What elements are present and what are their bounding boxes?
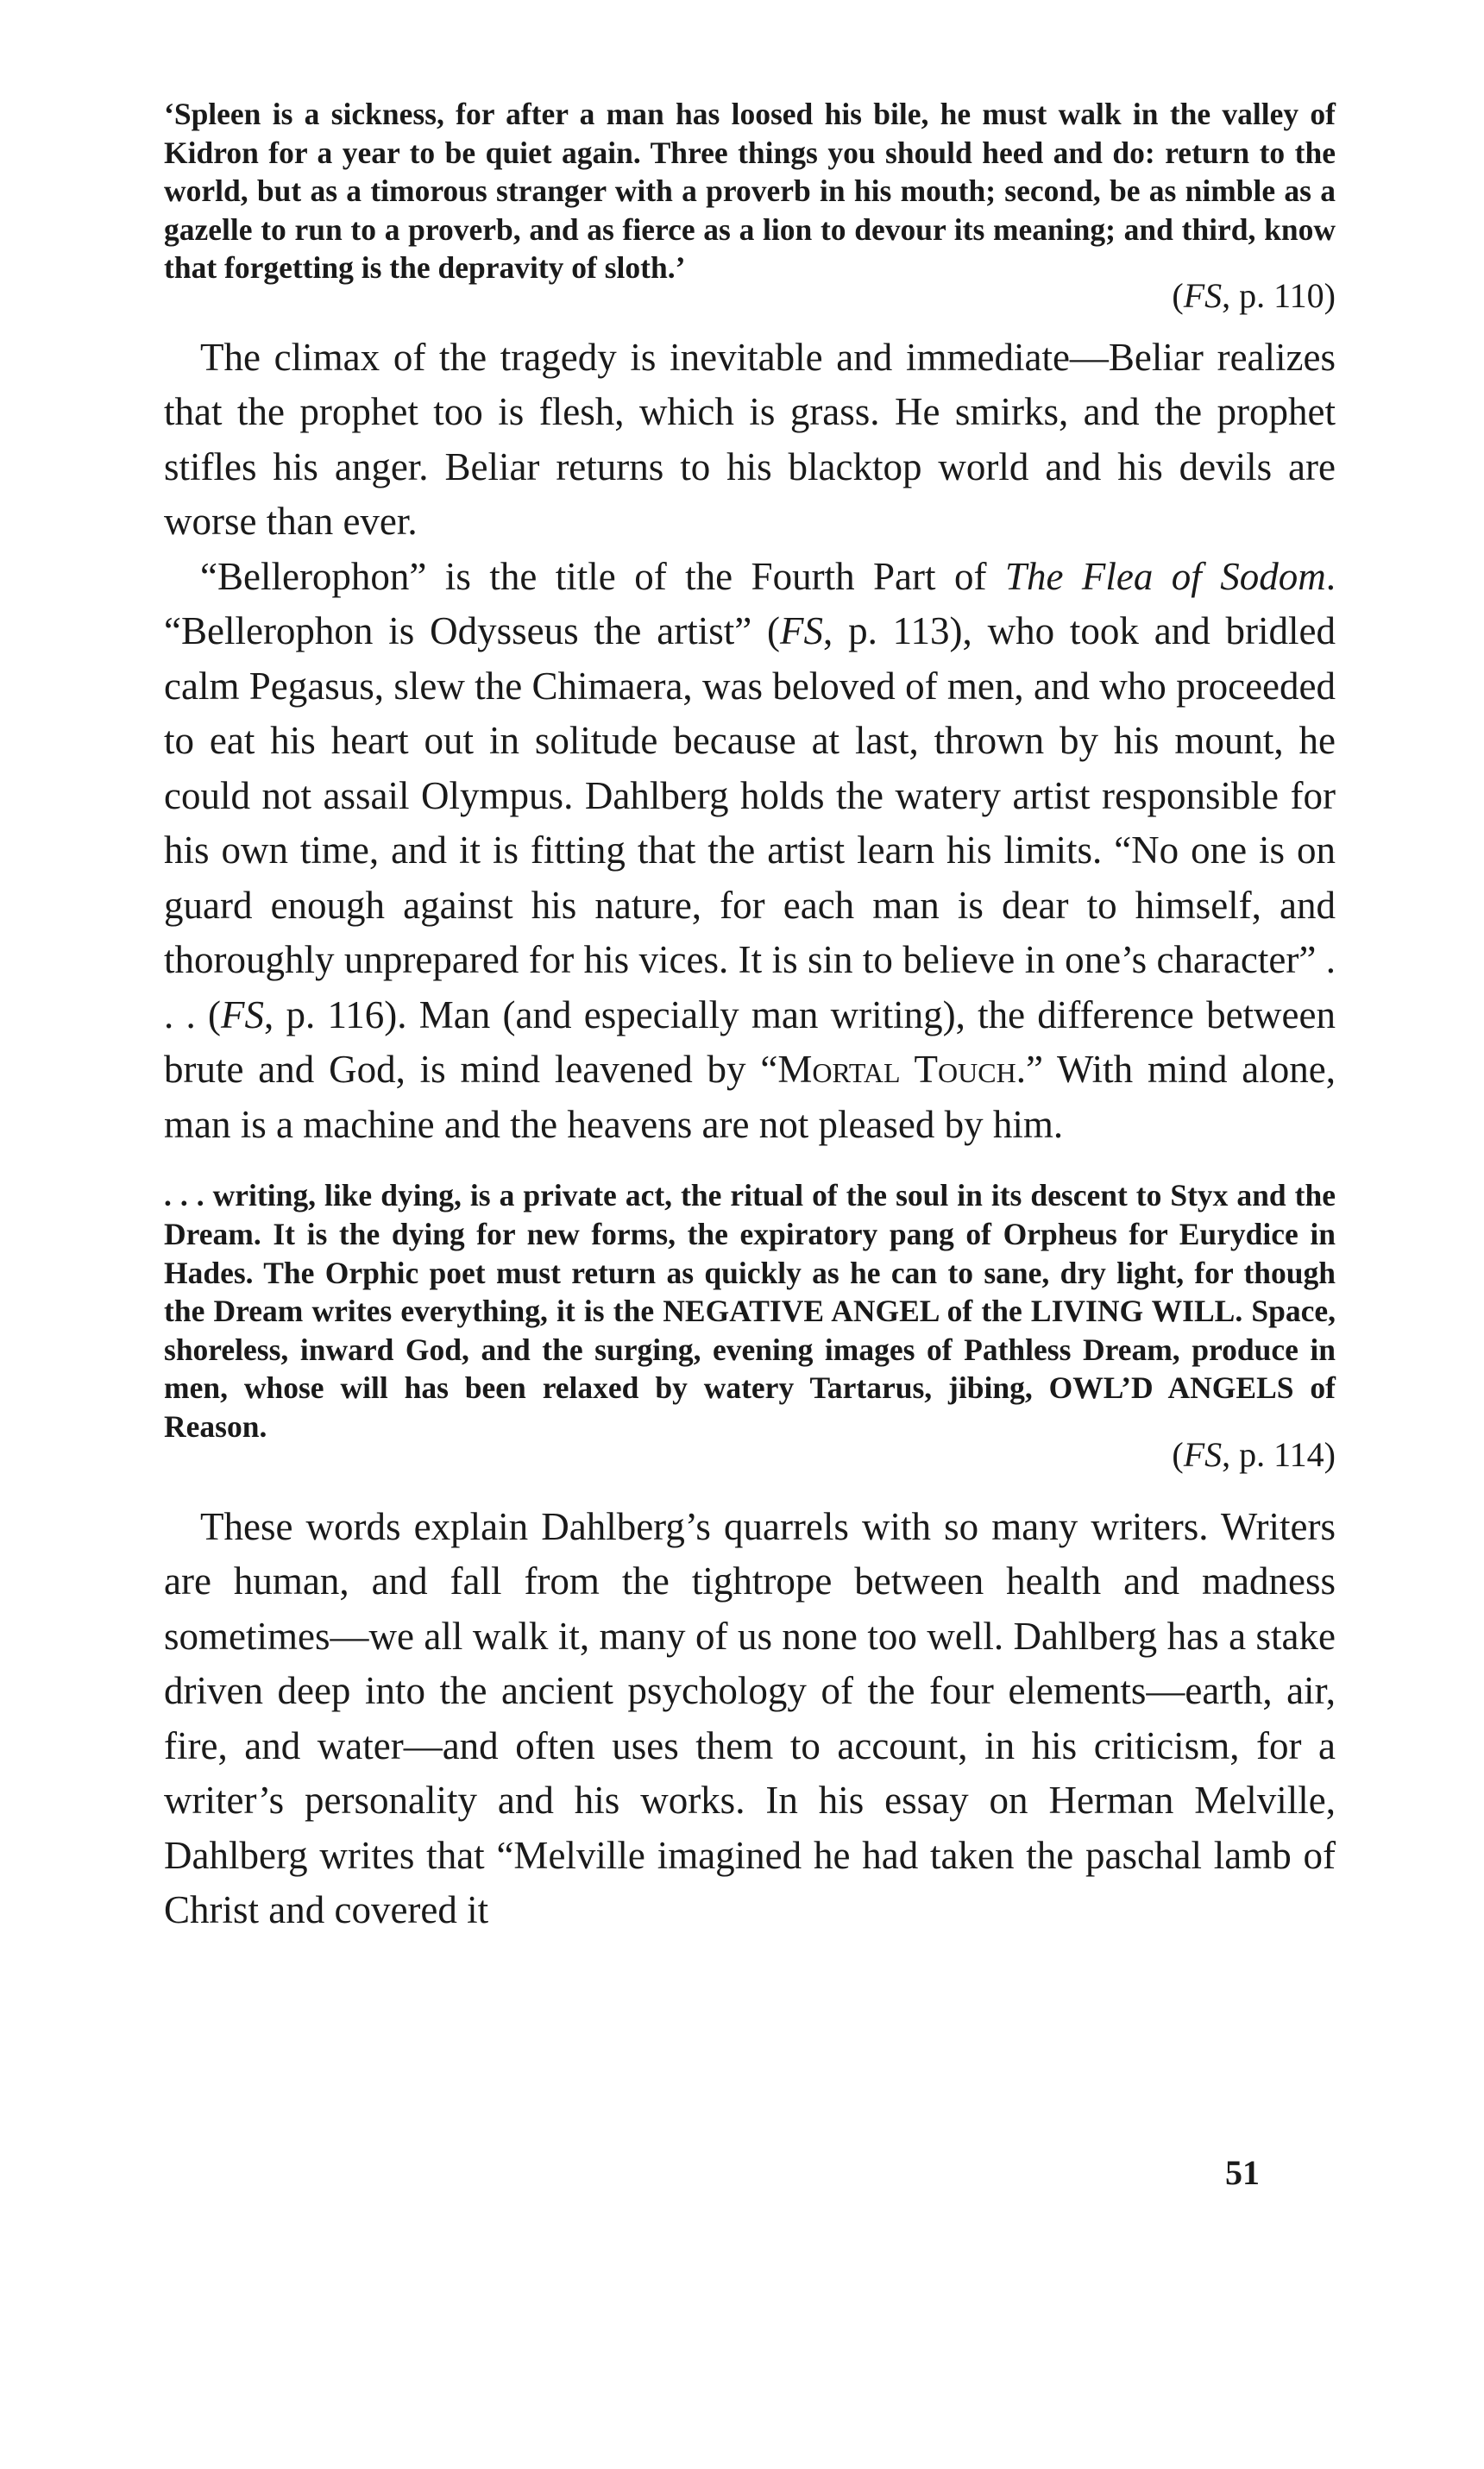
citation-fs-114: (FS, p. 114) xyxy=(1172,1434,1336,1474)
paragraph-bellerophon: “Bellerophon” is the title of the Fourth Part of The Flea of Sodom. “Bellerophon is Odysseus the artist” (FS, p. 113), who took and bridled calm Pegasus, slew the Chimaera, was beloved of men, and who proceeded to eat his heart out in solitude because at last, thrown by his mount, he could not assail Olympus. Dahlberg holds the watery artist responsible for his own time, and it is fitting that the artist learn his limits. “No one is on guard enough against his nature, for each man is dear to himself, and thoroughly unprepared for his vices. It is sin to believe in one’s character” . . . (FS, p. 116). Man (and especially man writing), the difference between brute and God, is mind leavened by “Mortal Touch.” With mind alone, man is a machine and the heavens are not pleased by him. xyxy=(164,554,1336,1146)
page-content xyxy=(164,95,1336,1938)
paragraph-quarrels: These words explain Dahlberg’s quarrels with so many writers. Writers are human, and fall from the tightrope between health and madness sometimes—we all walk it, many of us none too well. Dahlberg has a stake driven deep into the ancient psychology of the four elements—earth, air, fire, and water—and often uses them to account, in his criticism, for a writer’s personality and his works. In his essay on Herman Melville, Dahlberg writes that “Melville imagined he had taken the paschal lamb of Christ and covered it xyxy=(164,1504,1336,1932)
block-quote-writing: . . . writing, like dying, is a private act, the ritual of the soul in its descent to Styx and the Dream. It is the dying for new forms, the expiratory pang of Orpheus for Eurydice in Hades. The Orphic poet must return as quickly as he can to sane, dry light, for though the Dream writes everything, it is the NEGATIVE ANGEL of the LIVING WILL. Space, shoreless, inward God, and the surging, evening images of Pathless Dream, produce in men, whose will has been relaxed by watery Tartarus, jibing, OWL’D ANGELS of Reason. xyxy=(164,1178,1336,1445)
paragraph-climax: The climax of the tragedy is inevitable and immediate—Beliar realizes that the prophet too is flesh, which is grass. He smirks, and the prophet stifles his anger. Beliar returns to his blacktop world and his devils are worse than ever. xyxy=(164,335,1336,544)
book-title: The Flea of Sodom xyxy=(1004,554,1326,598)
page-number: 51 xyxy=(1225,2153,1260,2192)
block-quote-spleen: ‘Spleen is a sickness, for after a man has loosed his bile, he must walk in the valley of Kidron for a year to be quiet again. Three things you should heed and do: return to the world, but as a timorous stranger with a proverb in his mouth; second, be as nimble as a gazelle to run to a proverb, and as fierce as a lion to devour its meaning; and third, know that forgetting is the depravity of sloth.’ xyxy=(164,97,1336,286)
citation-fs-110: (FS, p. 110) xyxy=(1172,275,1336,315)
